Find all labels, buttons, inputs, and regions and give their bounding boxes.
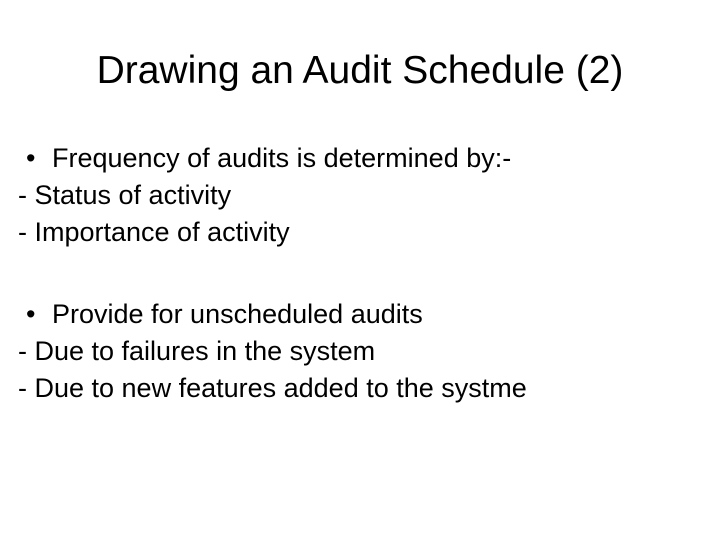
slide-title: Drawing an Audit Schedule (2)	[96, 49, 624, 92]
bullet-text: Frequency of audits is determined by:-	[52, 143, 512, 173]
bullet-text: Provide for unscheduled audits	[52, 299, 423, 329]
sub-item: - Due to failures in the system	[18, 336, 376, 366]
bullet-icon: •	[26, 143, 36, 173]
sub-item: - Due to new features added to the systme	[18, 373, 527, 403]
sub-item: - Status of activity	[18, 180, 232, 210]
spacer	[18, 251, 708, 296]
bullet-item	[18, 140, 708, 177]
sub-item: - Importance of activity	[18, 217, 290, 247]
bullet-icon: •	[26, 299, 36, 329]
slide-body	[18, 140, 708, 407]
bullet-item	[18, 296, 708, 333]
